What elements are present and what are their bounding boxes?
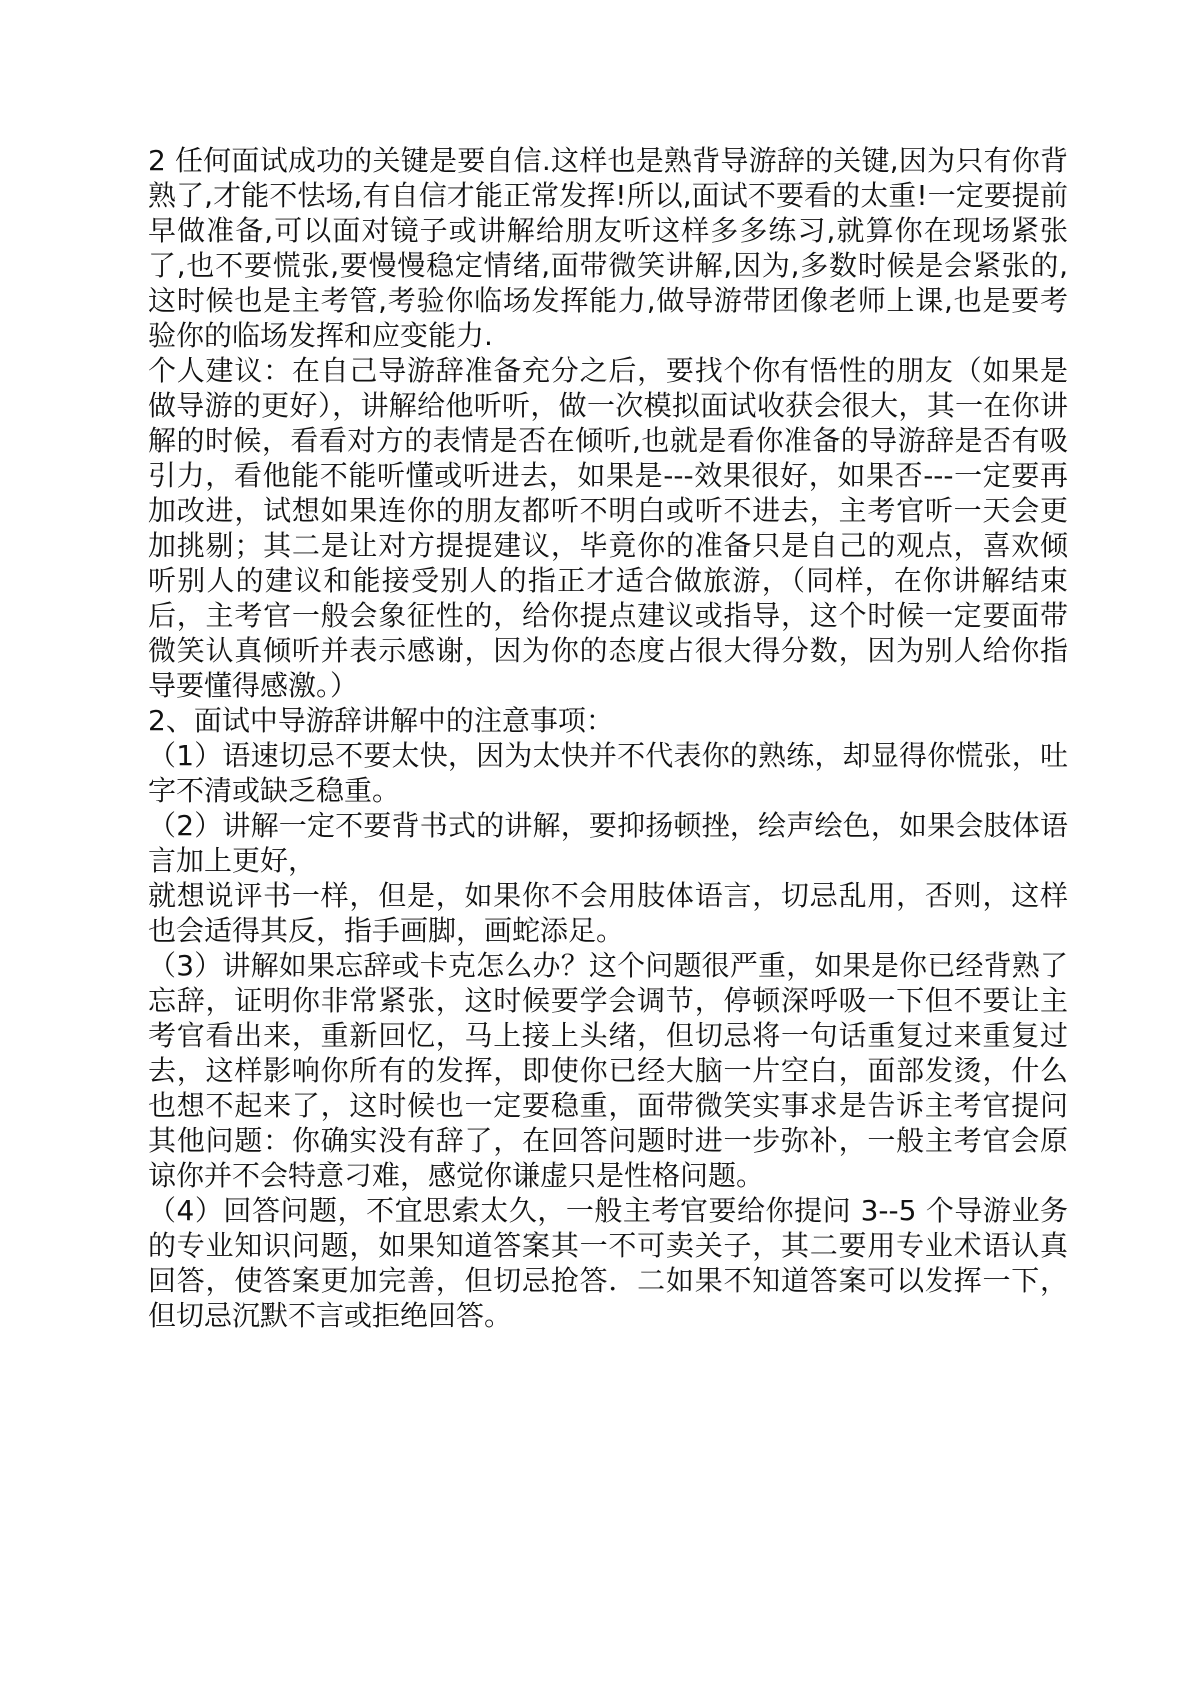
paragraph-personal-advice: 个人建议：在自己导游辞准备充分之后，要找个你有悟性的朋友（如果是做导游的更好），讲解给他听听，做一次模拟面试收获会很大，其一在你讲解的时候，看看对方的表情是否在倾听,也就是看你准备的导游辞是否有吸引力，看他能不能听懂或听进去，如果是---效果很好，如果否---一定要再加改进，试想如果连你的朋友都听不明白或听不进去，主考官听一天会更加挑剔；其二是让对方提提建议，毕竟你的准备只是自己的观点，喜欢倾听别人的建议和能接受别人的指正才适合做旅游，（同样，在你讲解结束后，主考官一般会象征性的，给你提点建议或指导，这个时候一定要面带微笑认真倾听并表示感谢，因为你的态度占很大得分数，因为别人给你指导要懂得感激。）	[148, 354, 1068, 702]
section-heading-notes: 2、面试中导游辞讲解中的注意事项：	[148, 704, 614, 737]
paragraph-item-4: （4）回答问题，不宜思索太久，一般主考官要给你提问 3--5 个导游业务的专业知识问题，如果知道答案其一不可卖关子，其二要用专业术语认真回答，使答案更加完善，但切忌抢答．二如果不知道答案可以发挥一下，但切忌沉默不言或拒绝回答。	[148, 1194, 1068, 1332]
paragraph-item-2: （2）讲解一定不要背书式的讲解，要抑扬顿挫，绘声绘色，如果会肢体语言加上更好，	[148, 809, 1068, 877]
document-body	[148, 143, 1068, 1333]
paragraph-item-1: （1）语速切忌不要太快，因为太快并不代表你的熟练，却显得你慌张，吐字不清或缺乏稳重。	[148, 739, 1068, 807]
paragraph-item-2-continued: 就想说评书一样，但是，如果你不会用肢体语言，切忌乱用，否则，这样也会适得其反，指手画脚，画蛇添足。	[148, 879, 1068, 947]
paragraph-confidence: 2 任何面试成功的关键是要自信.这样也是熟背导游辞的关键,因为只有你背熟了,才能不怯场,有自信才能正常发挥!所以,面试不要看的太重!一定要提前早做准备,可以面对镜子或讲解给朋友听这样多多练习,就算你在现场紧张了,也不要慌张,要慢慢稳定情绪,面带微笑讲解,因为,多数时候是会紧张的,这时候也是主考管,考验你临场发挥能力,做导游带团像老师上课,也是要考验你的临场发挥和应变能力.	[148, 144, 1068, 352]
paragraph-item-3: （3）讲解如果忘辞或卡克怎么办？这个问题很严重，如果是你已经背熟了忘辞，证明你非常紧张，这时候要学会调节，停顿深呼吸一下但不要让主考官看出来，重新回忆，马上接上头绪，但切忌将一句话重复过来重复过去，这样影响你所有的发挥，即使你已经大脑一片空白，面部发烫，什么也想不起来了，这时候也一定要稳重，面带微笑实事求是告诉主考官提问其他问题：你确实没有辞了，在回答问题时进一步弥补，一般主考官会原谅你并不会特意刁难，感觉你谦虚只是性格问题。	[148, 949, 1068, 1192]
